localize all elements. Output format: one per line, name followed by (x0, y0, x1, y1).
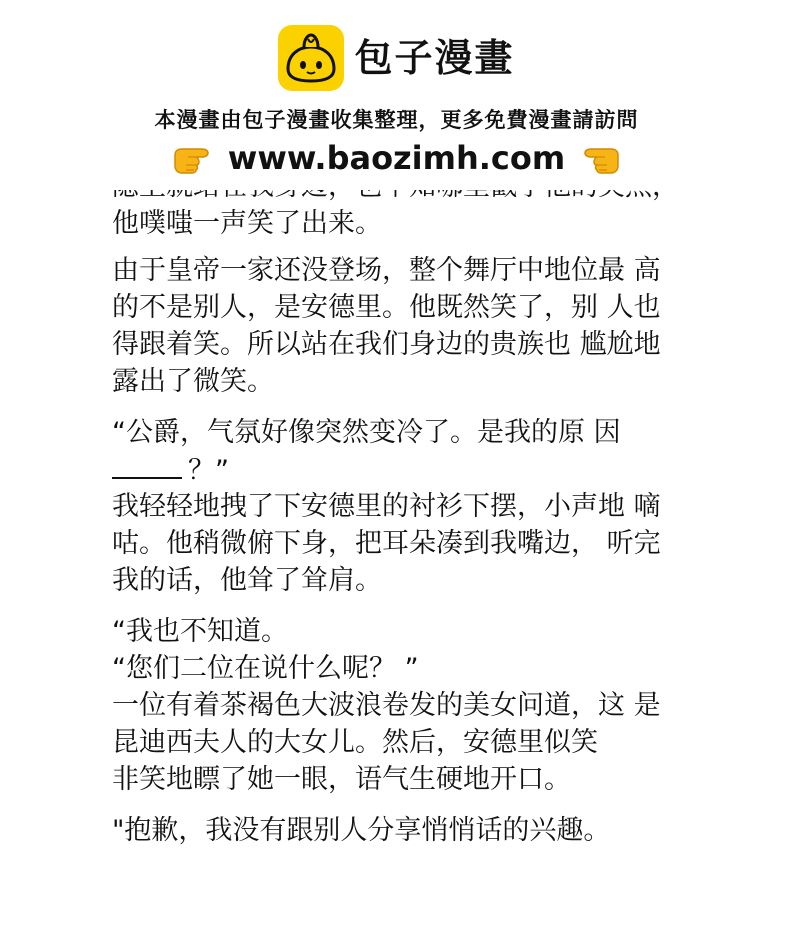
pointing-left-hand-icon (579, 141, 621, 175)
text-line: 的不是别人，是安德里。他既然笑了，别 人也 (112, 292, 661, 323)
logo-text: 包子漫畫 (354, 36, 515, 80)
text-line: 得跟着笑。所以站在我们身边的贵族也 尴尬地 (112, 329, 661, 360)
text-line (112, 451, 712, 488)
text-line: 非笑地瞟了她一眼，语气生硬地开口。 (112, 764, 571, 795)
blank-underline (112, 451, 182, 479)
baozi-bun-icon (278, 25, 344, 91)
text-line: 由于皇帝一家还没登场，整个舞厅中地位最 高 (112, 255, 661, 286)
text-line: “公爵，气氛好像突然变冷了。是我的原 因 (112, 417, 621, 448)
site-url[interactable]: www.baozimh.com (227, 139, 566, 177)
text-line: 咕。他稍微俯下身，把耳朵凑到我嘴边， 听完 (112, 528, 661, 559)
text-line: "抱歉，我没有跟别人分享悄悄话的兴趣。 (112, 815, 611, 846)
text-fragment: ？” (188, 455, 229, 486)
text-line: 昆迪西夫人的大女儿。然后，安德里似笑 (112, 727, 598, 758)
text-line: “您们二位在说什么呢？ ” (112, 653, 419, 684)
text-line: “我也不知道。 (112, 616, 288, 647)
watermark-banner (0, 0, 793, 190)
text-line: 露出了微笑。 (112, 366, 274, 397)
novel-text (112, 168, 712, 849)
pointing-right-hand-icon (172, 141, 214, 175)
text-line: 我轻轻地拽了下安德里的衬衫下摆，小声地 嘀 (112, 491, 661, 522)
url-row (0, 136, 793, 180)
text-line: 我的话，他耸了耸肩。 (112, 565, 382, 596)
watermark-tagline: 本漫畫由包子漫畫收集整理，更多免費漫畫請訪問 (154, 108, 639, 132)
text-line: 一位有着茶褐色大波浪卷发的美女问道，这 是 (112, 690, 661, 721)
logo-row (0, 20, 793, 96)
text-line: 他噗嗤一声笑了出来。 (112, 208, 382, 239)
